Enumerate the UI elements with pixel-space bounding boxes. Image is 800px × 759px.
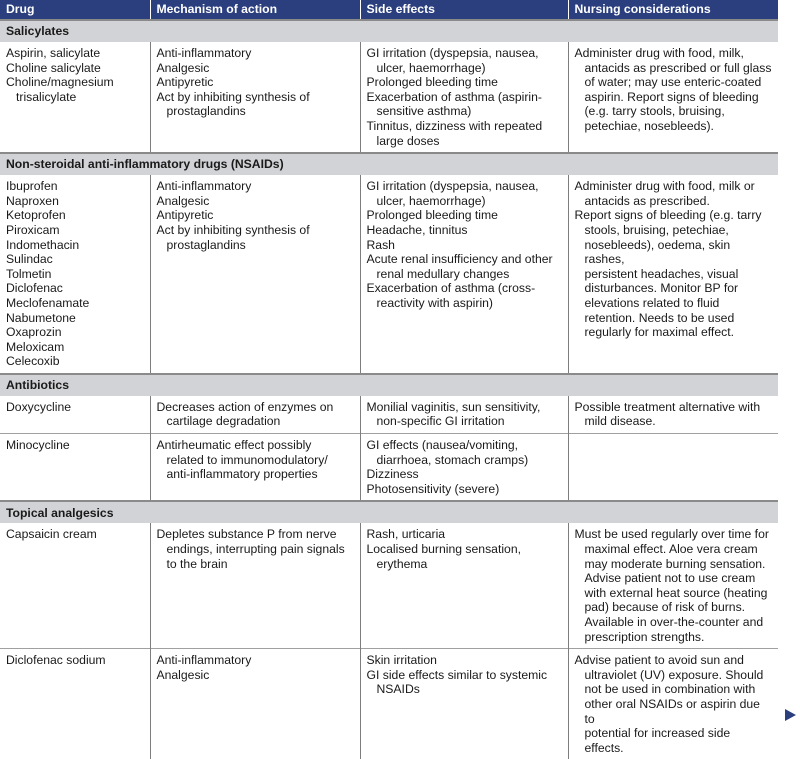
header-mechanism: Mechanism of action [150, 0, 360, 20]
header-side-effects: Side effects [360, 0, 568, 20]
mechanism-line: Anti-inflammatory [156, 179, 252, 194]
nursing-cell [568, 42, 778, 153]
table-row [0, 42, 778, 153]
drug-name: Oxaprozin [6, 325, 62, 340]
section-title: Salicylates [0, 20, 778, 42]
mechanism-line: prostaglandins [166, 104, 246, 119]
side-effect-line: Monilial vaginitis, sun sensitivity, [366, 399, 541, 414]
nursing-cell [568, 649, 778, 759]
mechanism-line: Antipyretic [156, 75, 214, 90]
nursing-line: mild disease. [584, 414, 656, 429]
mechanism-line: Act by inhibiting synthesis of [156, 89, 310, 104]
section-antibiotics [0, 374, 778, 396]
drug-name: trisalicylate [16, 89, 77, 104]
nursing-line: may moderate burning sensation. [584, 556, 766, 571]
nursing-line: petechiae, nosebleeds). [584, 118, 714, 133]
mechanism-line: Antirheumatic effect possibly [156, 438, 312, 453]
side-effect-line: large doses [376, 133, 440, 148]
nursing-cell [568, 396, 778, 434]
nursing-cell [568, 175, 778, 374]
nursing-line: regularly for maximal effect. [584, 325, 734, 340]
mechanism-line: endings, interrupting pain signals [166, 542, 345, 557]
drug-name: Ketoprofen [6, 208, 66, 223]
nursing-line: elevations related to fluid [584, 295, 720, 310]
nursing-line: Administer drug with food, milk or [574, 179, 755, 194]
side-effect-line: diarrhoea, stomach cramps) [376, 452, 529, 467]
section-topical-analgesics [0, 501, 778, 523]
drug-cell [0, 396, 150, 434]
nursing-line: aspirin. Report signs of bleeding [584, 89, 759, 104]
side-effect-line: Exacerbation of asthma (aspirin- [366, 89, 542, 104]
side-effect-line: GI side effects similar to systemic [366, 667, 548, 682]
drug-cell [0, 175, 150, 374]
drug-cell [0, 42, 150, 153]
drug-name: Indomethacin [6, 237, 80, 252]
nursing-line: Must be used regularly over time for [574, 527, 769, 542]
side-effect-line: Dizziness [366, 467, 419, 482]
drug-cell [0, 523, 150, 648]
drug-name: Capsaicin cream [6, 527, 97, 542]
nursing-line: antacids as prescribed. [584, 193, 710, 208]
nursing-line: nosebleeds), oedema, skin rashes, [584, 237, 731, 267]
mechanism-cell [150, 42, 360, 153]
drug-name: Meloxicam [6, 339, 65, 354]
section-salicylates [0, 20, 778, 42]
nursing-line: Report signs of bleeding (e.g. tarry [574, 208, 762, 223]
mechanism-line: related to immunomodulatory/ [166, 452, 328, 467]
drug-name: Choline salicylate [6, 60, 101, 75]
header-nursing: Nursing considerations [568, 0, 778, 20]
side-effect-line: GI irritation (dyspepsia, nausea, [366, 46, 539, 60]
right-triangle-arrow-icon[interactable] [785, 709, 796, 721]
side-effect-line: Prolonged bleeding time [366, 208, 498, 223]
drug-name: Nabumetone [6, 310, 76, 325]
side-effects-cell [360, 523, 568, 648]
drug-cell [0, 434, 150, 502]
drug-cell [0, 649, 150, 759]
section-title: Non-steroidal anti-inflammatory drugs (NSAIDs) [0, 153, 778, 175]
nursing-line: disturbances. Monitor BP for [584, 281, 739, 296]
nursing-cell [568, 434, 778, 502]
side-effects-cell [360, 42, 568, 153]
drug-name: Piroxicam [6, 222, 60, 237]
mechanism-line: Depletes substance P from nerve [156, 527, 337, 542]
side-effect-line: Headache, tinnitus [366, 222, 468, 237]
nursing-line: potential for increased side effects. [584, 726, 731, 755]
side-effect-line: ulcer, haemorrhage) [376, 193, 486, 208]
section-title: Topical analgesics [0, 501, 778, 523]
side-effect-line: Tinnitus, dizziness with repeated [366, 118, 543, 133]
drug-name: Diclofenac [6, 281, 63, 296]
drug-name: Minocycline [6, 438, 70, 453]
side-effect-line: non-specific GI irritation [376, 414, 505, 429]
mechanism-line: Antipyretic [156, 208, 214, 223]
side-effect-line: Rash [366, 237, 395, 252]
mechanism-line: prostaglandins [166, 237, 246, 252]
mechanism-cell [150, 175, 360, 374]
side-effects-cell [360, 396, 568, 434]
side-effect-line: erythema [376, 556, 428, 571]
nursing-line: of water; may use enteric-coated [584, 75, 762, 90]
mechanism-line: Decreases action of enzymes on [156, 399, 334, 414]
side-effect-line: GI irritation (dyspepsia, nausea, [366, 179, 539, 194]
drug-name: Sulindac [6, 252, 53, 267]
side-effect-line: reactivity with aspirin) [376, 295, 493, 310]
table-row [0, 175, 778, 374]
mechanism-line: anti-inflammatory properties [166, 467, 318, 482]
mechanism-line: Anti-inflammatory [156, 653, 252, 668]
mechanism-cell [150, 523, 360, 648]
table-row [0, 434, 778, 502]
side-effect-line: ulcer, haemorrhage) [376, 60, 486, 75]
mechanism-line: Analgesic [156, 667, 210, 682]
side-effect-line: sensitive asthma) [376, 104, 472, 119]
nursing-line: Advise patient to avoid sun and [574, 653, 744, 668]
side-effect-line: Skin irritation [366, 653, 437, 668]
section-nsaids [0, 153, 778, 175]
mechanism-line: Analgesic [156, 193, 210, 208]
nursing-line: (e.g. tarry stools, bruising, [584, 104, 725, 119]
mechanism-line: Analgesic [156, 60, 210, 75]
nursing-line: pad) because of risk of burns. [584, 600, 746, 615]
side-effects-cell [360, 649, 568, 759]
nursing-line: other oral NSAIDs or aspirin due to [584, 696, 760, 726]
table-row [0, 523, 778, 648]
nursing-line: prescription strengths. [584, 629, 705, 644]
nursing-line: with external heat source (heating [584, 585, 768, 600]
mechanism-line: Anti-inflammatory [156, 46, 252, 60]
side-effect-line: GI effects (nausea/vomiting, [366, 438, 519, 453]
drug-name: Tolmetin [6, 266, 52, 281]
side-effect-line: Prolonged bleeding time [366, 75, 498, 90]
nursing-line: Possible treatment alternative with [574, 399, 761, 414]
side-effect-line: Photosensitivity (severe) [366, 481, 500, 496]
side-effect-line: Exacerbation of asthma (cross- [366, 281, 536, 296]
drug-name: Meclofenamate [6, 295, 90, 310]
nursing-line: persistent headaches, visual [584, 266, 739, 281]
nursing-line: Administer drug with food, milk, [574, 46, 744, 60]
table-row [0, 649, 778, 759]
mechanism-cell [150, 649, 360, 759]
nursing-line: maximal effect. Aloe vera cream [584, 542, 758, 557]
mechanism-line: Act by inhibiting synthesis of [156, 222, 310, 237]
mechanism-cell [150, 396, 360, 434]
drug-name: Celecoxib [6, 354, 60, 369]
nursing-line: ultraviolet (UV) exposure. Should [584, 667, 764, 682]
drug-name: Naproxen [6, 193, 59, 208]
mechanism-line: to the brain [166, 556, 228, 571]
drug-name: Ibuprofen [6, 179, 58, 194]
nursing-line: Available in over-the-counter and [584, 615, 764, 629]
side-effect-line: Rash, urticaria [366, 527, 446, 542]
header-drug: Drug [0, 0, 150, 20]
mechanism-line: cartilage degradation [166, 414, 281, 429]
side-effect-line: renal medullary changes [376, 266, 510, 281]
section-title: Antibiotics [0, 374, 778, 396]
nursing-line: antacids as prescribed or full glass [584, 60, 772, 75]
drug-name: Aspirin, salicylate [6, 46, 101, 60]
table-row [0, 396, 778, 434]
drug-name: Doxycycline [6, 399, 72, 414]
side-effects-cell [360, 175, 568, 374]
nursing-line: retention. Needs to be used [584, 310, 735, 325]
nursing-cell [568, 523, 778, 648]
side-effect-line: NSAIDs [376, 682, 420, 697]
drug-name: Diclofenac sodium [6, 653, 106, 668]
nursing-line: not be used in combination with [584, 682, 756, 697]
side-effects-cell [360, 434, 568, 502]
nursing-line: stools, bruising, petechiae, [584, 222, 729, 237]
header-row [0, 0, 778, 20]
drug-name: Choline/magnesium [6, 75, 114, 90]
nursing-line: Advise patient not to use cream [584, 571, 756, 586]
side-effect-line: Localised burning sensation, [366, 542, 521, 557]
side-effect-line: Acute renal insufficiency and other [366, 252, 553, 267]
mechanism-cell [150, 434, 360, 502]
